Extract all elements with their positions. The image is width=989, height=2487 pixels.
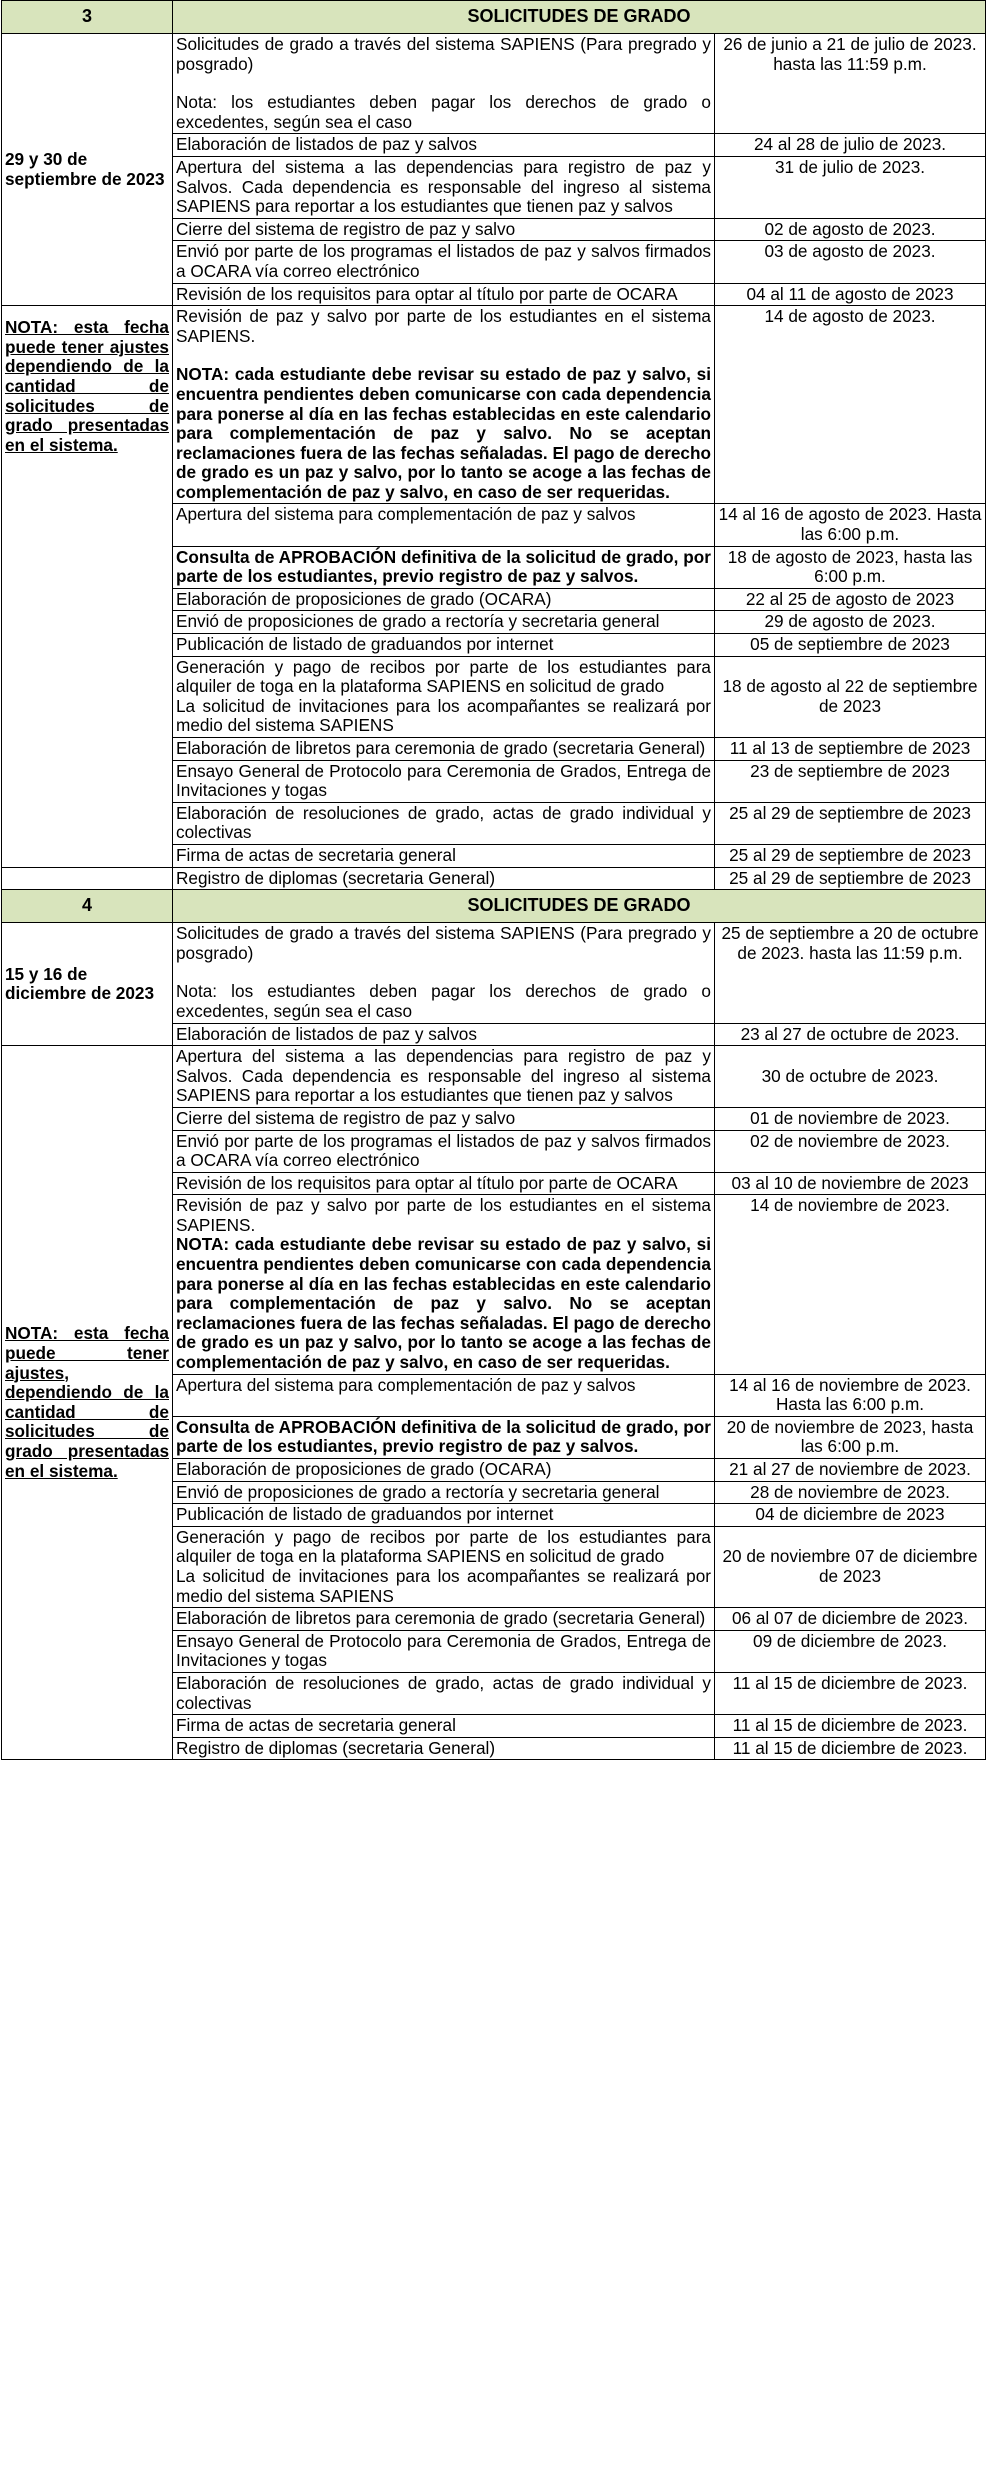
activity-date: 23 al 27 de octubre de 2023. (715, 1023, 986, 1046)
activity-date: 04 de diciembre de 2023 (715, 1504, 986, 1527)
activity-date: 11 al 15 de diciembre de 2023. (715, 1737, 986, 1760)
activity-description (173, 218, 715, 241)
activity-text: Solicitudes de grado a través del sistema SAPIENS (Para pregrado y posgrado) (176, 923, 711, 963)
activity-text: Envió de proposiciones de grado a rectoría y secretaria general (176, 1481, 660, 1502)
activity-date: 03 al 10 de noviembre de 2023 (715, 1172, 986, 1195)
activity-date: 11 al 15 de diciembre de 2023. (715, 1672, 986, 1714)
activity-description (173, 1481, 715, 1504)
calendar-body (2, 1, 986, 1760)
table-row (2, 1046, 986, 1108)
activity-text: Elaboración de listados de paz y salvos (176, 134, 477, 155)
activity-description (173, 283, 715, 306)
activity-date: 25 al 29 de septiembre de 2023 (715, 867, 986, 890)
activity-date: 18 de agosto al 22 de septiembre de 2023 (715, 656, 986, 737)
activity-description (173, 241, 715, 283)
activity-text: Apertura del sistema a las dependencias para registro de paz y Salvos. Cada dependencia es responsable del ingreso al sistema SAPIENS para reportar a los estudiantes que tienen paz y salvos (176, 156, 711, 217)
activity-text: Elaboración de listados de paz y salvos (176, 1023, 477, 1044)
activity-description (173, 1526, 715, 1607)
empty-cell (2, 867, 173, 890)
activity-description (173, 1046, 715, 1108)
activity-date: 02 de agosto de 2023. (715, 218, 986, 241)
note-cell (2, 1046, 173, 1760)
activity-date: 03 de agosto de 2023. (715, 241, 986, 283)
activity-date: 01 de noviembre de 2023. (715, 1107, 986, 1130)
activity-text: Firma de actas de secretaria general (176, 1715, 456, 1736)
activity-date: 20 de noviembre de 2023, hasta las 6:00 p.m. (715, 1416, 986, 1458)
activity-text: Apertura del sistema para complementación de paz y salvos (176, 1374, 636, 1395)
activity-text: Elaboración de proposiciones de grado (OCARA) (176, 588, 552, 609)
table-row (2, 306, 986, 504)
activity-text: Apertura del sistema a las dependencias para registro de paz y Salvos. Cada dependencia es responsable del ingreso al sistema SAPIENS para reportar a los estudiantes que tienen paz y salvos (176, 1046, 711, 1106)
activity-description (173, 760, 715, 802)
activity-date: 22 al 25 de agosto de 2023 (715, 588, 986, 611)
activity-bold-text: Consulta de APROBACIÓN definitiva de la solicitud de grado, por parte de los estudiantes, previo registro de paz y salvos. (176, 546, 711, 587)
activity-description (173, 156, 715, 218)
activity-text-2: La solicitud de invitaciones para los acompañantes se realizará por medio del sistema SAPIENS (176, 695, 711, 736)
activity-description (173, 867, 715, 890)
ceremony-date-cell (2, 923, 173, 1046)
activity-date: 11 al 13 de septiembre de 2023 (715, 738, 986, 761)
spacer (176, 963, 711, 982)
activity-description (173, 1374, 715, 1416)
activity-description (173, 656, 715, 737)
activity-note: Nota: los estudiantes deben pagar los derechos de grado o excedentes, según sea el caso (176, 981, 711, 1021)
activity-date: 04 al 11 de agosto de 2023 (715, 283, 986, 306)
activity-description (173, 1023, 715, 1046)
section-number: 4 (2, 890, 173, 923)
calendar-table (1, 0, 986, 1760)
activity-text: Elaboración de libretos para ceremonia de grado (secretaria General) (176, 1608, 706, 1629)
activity-text: Ensayo General de Protocolo para Ceremonia de Grados, Entrega de Invitaciones y togas (176, 760, 711, 801)
activity-description (173, 1172, 715, 1195)
activity-text: Envió de proposiciones de grado a rectoría y secretaria general (176, 611, 660, 632)
activity-description (173, 738, 715, 761)
activity-date: 09 de diciembre de 2023. (715, 1630, 986, 1672)
table-row (2, 867, 986, 890)
spacer (176, 74, 711, 93)
activity-description (173, 134, 715, 157)
activity-text: Generación y pago de recibos por parte de los estudiantes para alquiler de toga en la plataforma SAPIENS en solicitud de grado (176, 1526, 711, 1567)
activity-description (173, 634, 715, 657)
activity-date: 18 de agosto de 2023, hasta las 6:00 p.m. (715, 546, 986, 588)
activity-description (173, 504, 715, 546)
activity-text: Revisión de los requisitos para optar al título por parte de OCARA (176, 1172, 678, 1193)
activity-text: Ensayo General de Protocolo para Ceremonia de Grados, Entrega de Invitaciones y togas (176, 1630, 711, 1671)
activity-date: 31 de julio de 2023. (715, 156, 986, 218)
activity-date: 06 al 07 de diciembre de 2023. (715, 1608, 986, 1631)
activity-text: Cierre del sistema de registro de paz y salvo (176, 218, 516, 239)
table-row (2, 923, 986, 1023)
activity-date: 14 de noviembre de 2023. (715, 1195, 986, 1374)
activity-description (173, 1416, 715, 1458)
activity-text: Elaboración de proposiciones de grado (OCARA) (176, 1459, 552, 1479)
activity-description (173, 1737, 715, 1760)
activity-description (173, 802, 715, 844)
activity-date: 25 al 29 de septiembre de 2023 (715, 802, 986, 844)
section-number: 3 (2, 1, 173, 34)
activity-text: Solicitudes de grado a través del sistema SAPIENS (Para pregrado y posgrado) (176, 34, 711, 74)
activity-date: 05 de septiembre de 2023 (715, 634, 986, 657)
section-title: SOLICITUDES DE GRADO (173, 890, 986, 923)
activity-description (173, 34, 715, 134)
activity-date: 29 de agosto de 2023. (715, 611, 986, 634)
activity-description (173, 1107, 715, 1130)
ceremony-date: 29 y 30 de septiembre de 2023 (5, 148, 165, 189)
activity-text: Elaboración de resoluciones de grado, actas de grado individual y colectivas (176, 1672, 711, 1713)
activity-text: Envió por parte de los programas el listados de paz y salvos firmados a OCARA vía correo electrónico (176, 1130, 711, 1171)
activity-date: 23 de septiembre de 2023 (715, 760, 986, 802)
activity-date: 14 al 16 de agosto de 2023. Hasta las 6:00 p.m. (715, 504, 986, 546)
activity-text: Registro de diplomas (secretaria General) (176, 1737, 496, 1758)
activity-description (173, 1672, 715, 1714)
activity-description (173, 1630, 715, 1672)
activity-description (173, 923, 715, 1023)
activity-date: 30 de octubre de 2023. (715, 1046, 986, 1108)
activity-description (173, 844, 715, 867)
activity-text-2: La solicitud de invitaciones para los acompañantes se realizará por medio del sistema SAPIENS (176, 1565, 711, 1606)
table-row (2, 34, 986, 134)
activity-description (173, 1195, 715, 1374)
activity-text: Elaboración de libretos para ceremonia de grado (secretaria General) (176, 738, 706, 758)
activity-text: Envió por parte de los programas el listados de paz y salvos firmados a OCARA vía correo electrónico (176, 241, 711, 281)
activity-text: Publicación de listado de graduandos por internet (176, 634, 554, 655)
spacer (176, 346, 711, 365)
date-adjustment-note: NOTA: esta fecha puede tener ajustes, dependiendo de la cantidad de solicitudes de grado presentadas en el sistema. (5, 1323, 169, 1481)
activity-description (173, 611, 715, 634)
note-cell (2, 306, 173, 867)
activity-text: Generación y pago de recibos por parte de los estudiantes para alquiler de toga en la plataforma SAPIENS en solicitud de grado (176, 656, 711, 697)
activity-description (173, 1504, 715, 1527)
section-title: SOLICITUDES DE GRADO (173, 1, 986, 34)
activity-date: 25 al 29 de septiembre de 2023 (715, 844, 986, 867)
activity-text: Publicación de listado de graduandos por internet (176, 1504, 554, 1525)
activity-text: Revisión de los requisitos para optar al título por parte de OCARA (176, 283, 678, 304)
activity-description (173, 1608, 715, 1631)
activity-description (173, 1715, 715, 1738)
activity-bold-text: Consulta de APROBACIÓN definitiva de la solicitud de grado, por parte de los estudiantes, previo registro de paz y salvos. (176, 1416, 711, 1457)
ceremony-date: 15 y 16 de diciembre de 2023 (5, 963, 155, 1004)
activity-text: Cierre del sistema de registro de paz y salvo (176, 1107, 516, 1128)
activity-date: 25 de septiembre a 20 de octubre de 2023. hasta las 11:59 p.m. (715, 923, 986, 1023)
activity-description (173, 1130, 715, 1172)
activity-date: 21 al 27 de noviembre de 2023. (715, 1459, 986, 1482)
activity-date: 14 al 16 de noviembre de 2023. Hasta las 6:00 p.m. (715, 1374, 986, 1416)
activity-date: 26 de junio a 21 de julio de 2023. hasta las 11:59 p.m. (715, 34, 986, 134)
section-header (2, 890, 986, 923)
activity-text: Firma de actas de secretaria general (176, 844, 456, 865)
activity-date: 14 de agosto de 2023. (715, 306, 986, 504)
activity-bold-text: NOTA: cada estudiante debe revisar su estado de paz y salvo, si encuentra pendientes deben comunicarse con cada dependencia para ponerse al día en las fechas establecidas en este calendario para complementación de paz y salvo. No se aceptan reclamaciones fuera de las fechas señaladas. El pago de derecho de grado es un paz y salvo, por lo tanto se acoge a las fechas de complementación de paz y salvo, en caso de ser requeridas. (176, 1234, 711, 1373)
activity-text: Revisión de paz y salvo por parte de los estudiantes en el sistema SAPIENS. (176, 306, 711, 346)
section-header (2, 1, 986, 34)
activity-text: Registro de diplomas (secretaria General) (176, 867, 496, 888)
activity-date: 24 al 28 de julio de 2023. (715, 134, 986, 157)
activity-date: 28 de noviembre de 2023. (715, 1481, 986, 1504)
activity-date: 20 de noviembre 07 de diciembre de 2023 (715, 1526, 986, 1607)
activity-note: Nota: los estudiantes deben pagar los derechos de grado o excedentes, según sea el caso (176, 92, 711, 132)
activity-text: Apertura del sistema para complementación de paz y salvos (176, 504, 636, 525)
activity-description (173, 1459, 715, 1482)
activity-text: Revisión de paz y salvo por parte de los estudiantes en el sistema SAPIENS. (176, 1195, 711, 1235)
activity-text: Elaboración de resoluciones de grado, actas de grado individual y colectivas (176, 802, 711, 843)
date-adjustment-note: NOTA: esta fecha puede tener ajustes dependiendo de la cantidad de solicitudes de grado presentadas en el sistema. (5, 317, 169, 455)
activity-description (173, 306, 715, 504)
ceremony-date-cell (2, 34, 173, 306)
activity-description (173, 588, 715, 611)
activity-description (173, 546, 715, 588)
activity-bold-text: NOTA: cada estudiante debe revisar su estado de paz y salvo, si encuentra pendientes deben comunicarse con cada dependencia para ponerse al día en las fechas establecidas en este calendario para complementación de paz y salvo. No se aceptan reclamaciones fuera de las fechas señaladas. El pago de derecho de grado es un paz y salvo, por lo tanto se acoge a las fechas de complementación de paz y salvo, en caso de ser requeridas. (176, 364, 711, 502)
activity-date: 11 al 15 de diciembre de 2023. (715, 1715, 986, 1738)
activity-date: 02 de noviembre de 2023. (715, 1130, 986, 1172)
